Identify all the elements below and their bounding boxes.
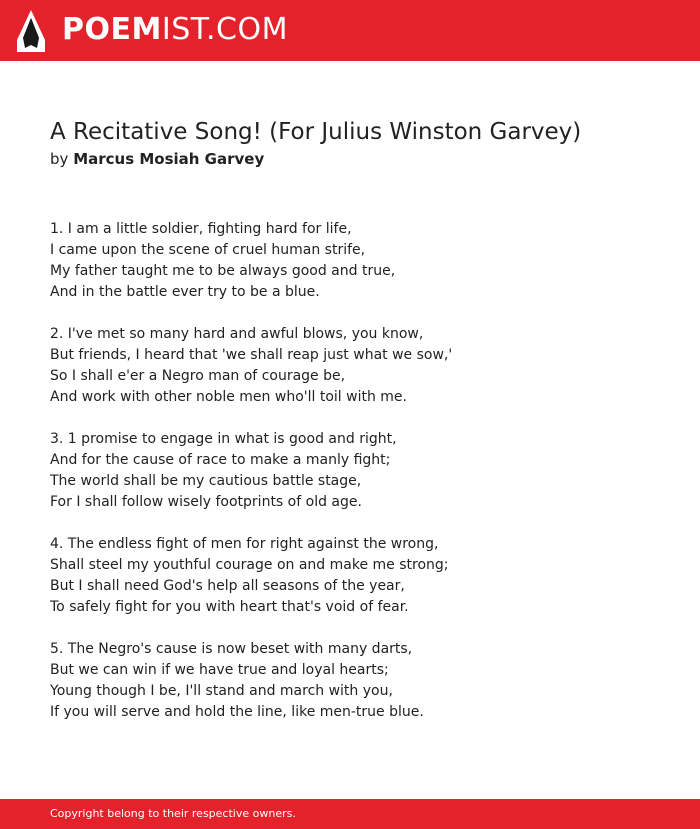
byline (50, 149, 264, 169)
poem-line: 5. The Negro's cause is now beset with many darts, (50, 641, 413, 657)
poem-line: 4. The endless fight of men for right against the wrong, (50, 536, 439, 552)
poem-line: 2. I've met so many hard and awful blows, you know, (50, 326, 424, 342)
stanza (50, 429, 670, 513)
footer-bar (0, 799, 700, 829)
logo-bold-text: POEM (62, 12, 162, 47)
author-name: Marcus Mosiah Garvey (73, 150, 265, 168)
poem-line: 3. 1 promise to engage in what is good and right, (50, 431, 397, 447)
poem-line: So I shall e'er a Negro man of courage be, (50, 368, 346, 384)
poem-title: A Recitative Song! (For Julius Winston Garvey) (50, 119, 582, 145)
poem-line: But we can win if we have true and loyal hearts; (50, 662, 389, 678)
site-logo[interactable] (62, 12, 288, 48)
poem-line: To safely fight for you with heart that's void of fear. (50, 599, 409, 615)
poem-line: For I shall follow wisely footprints of old age. (50, 494, 362, 510)
poem-line: Shall steel my youthful courage on and make me strong; (50, 557, 449, 573)
stanza (50, 534, 670, 618)
pencil-tip-icon[interactable] (17, 10, 45, 52)
poem-line: But I shall need God's help all seasons of the year, (50, 578, 405, 594)
poem-line: My father taught me to be always good and true, (50, 263, 396, 279)
logo-light-text: IST.COM (161, 12, 288, 47)
stanza (50, 324, 670, 408)
by-label: by (50, 150, 69, 168)
poem-body (50, 219, 670, 744)
poem-line: I came upon the scene of cruel human strife, (50, 242, 366, 258)
header-bar (0, 0, 700, 61)
stanza (50, 219, 670, 303)
poem-line: But friends, I heard that 'we shall reap just what we sow,' (50, 347, 453, 363)
poem-line: The world shall be my cautious battle stage, (50, 473, 362, 489)
stanza (50, 639, 670, 723)
copyright-text: Copyright belong to their respective owners. (50, 807, 296, 820)
poem-line: And work with other noble men who'll toil with me. (50, 389, 407, 405)
poem-line: And in the battle ever try to be a blue. (50, 284, 320, 300)
poem-line: And for the cause of race to make a manly fight; (50, 452, 391, 468)
poem-line: 1. I am a little soldier, fighting hard for life, (50, 221, 352, 237)
poem-line: If you will serve and hold the line, like men-true blue. (50, 704, 424, 720)
poem-line: Young though I be, I'll stand and march with you, (50, 683, 393, 699)
